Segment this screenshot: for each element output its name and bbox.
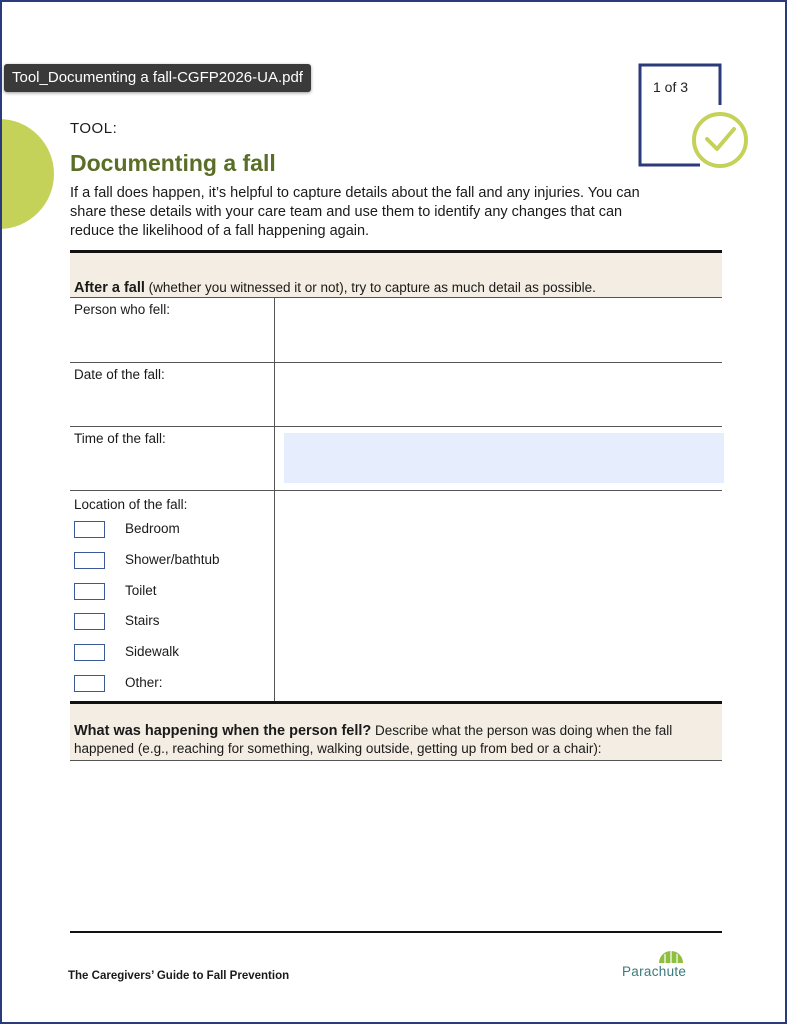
bedroom-label: Bedroom <box>125 521 180 536</box>
location-of-fall-label: Location of the fall: <box>74 497 188 512</box>
after-fall-header <box>70 250 722 298</box>
intro-paragraph: If a fall does happen, it’s helpful to capture details about the fall and any injuries. You can share these details with your care team and use them to identify any changes that can reduce the likelihood of a fall happening again. <box>70 185 640 239</box>
shower-label: Shower/bathtub <box>125 552 220 567</box>
footer-divider <box>70 931 722 933</box>
other-checkbox[interactable] <box>74 675 105 692</box>
brand-name: Parachute <box>622 964 687 979</box>
sidewalk-checkbox[interactable] <box>74 644 105 661</box>
decorative-circle <box>0 119 54 229</box>
page-count: 1 of 3 <box>653 79 689 95</box>
row-person-who-fell <box>70 298 722 363</box>
happening-header <box>70 701 722 761</box>
stairs-checkbox[interactable] <box>74 613 105 630</box>
toilet-label: Toilet <box>125 583 157 598</box>
column-divider <box>274 298 275 701</box>
person-who-fell-label: Person who fell: <box>74 302 171 317</box>
toilet-checkbox[interactable] <box>74 583 105 600</box>
stairs-label: Stairs <box>125 613 160 628</box>
happening-subheading: Describe what the person was doing when the fall happened (e.g., reaching for something, walking outside, getting up from bed or a chair): <box>74 723 673 756</box>
parachute-icon <box>658 948 684 964</box>
shower-checkbox[interactable] <box>74 552 105 569</box>
time-of-fall-field[interactable] <box>284 433 724 483</box>
date-of-fall-label: Date of the fall: <box>74 367 165 382</box>
parachute-logo <box>622 948 690 984</box>
page-indicator <box>638 63 750 171</box>
after-fall-subheading: (whether you witnessed it or not), try to capture as much detail as possible. <box>144 280 596 295</box>
guide-title: The Caregivers’ Guide to Fall Prevention <box>68 970 290 982</box>
happening-heading: What was happening when the person fell? <box>74 723 372 739</box>
document-title: Documenting a fall <box>70 150 276 176</box>
time-of-fall-label: Time of the fall: <box>74 431 166 446</box>
other-label: Other: <box>125 675 163 690</box>
after-fall-heading: After a fall <box>74 280 145 296</box>
row-date-of-fall <box>70 363 722 427</box>
bedroom-checkbox[interactable] <box>74 521 105 538</box>
sidewalk-label: Sidewalk <box>125 644 180 659</box>
file-name-tab[interactable]: Tool_Documenting a fall-CGFP2026-UA.pdf <box>4 64 311 92</box>
tool-label: TOOL: <box>70 120 118 137</box>
